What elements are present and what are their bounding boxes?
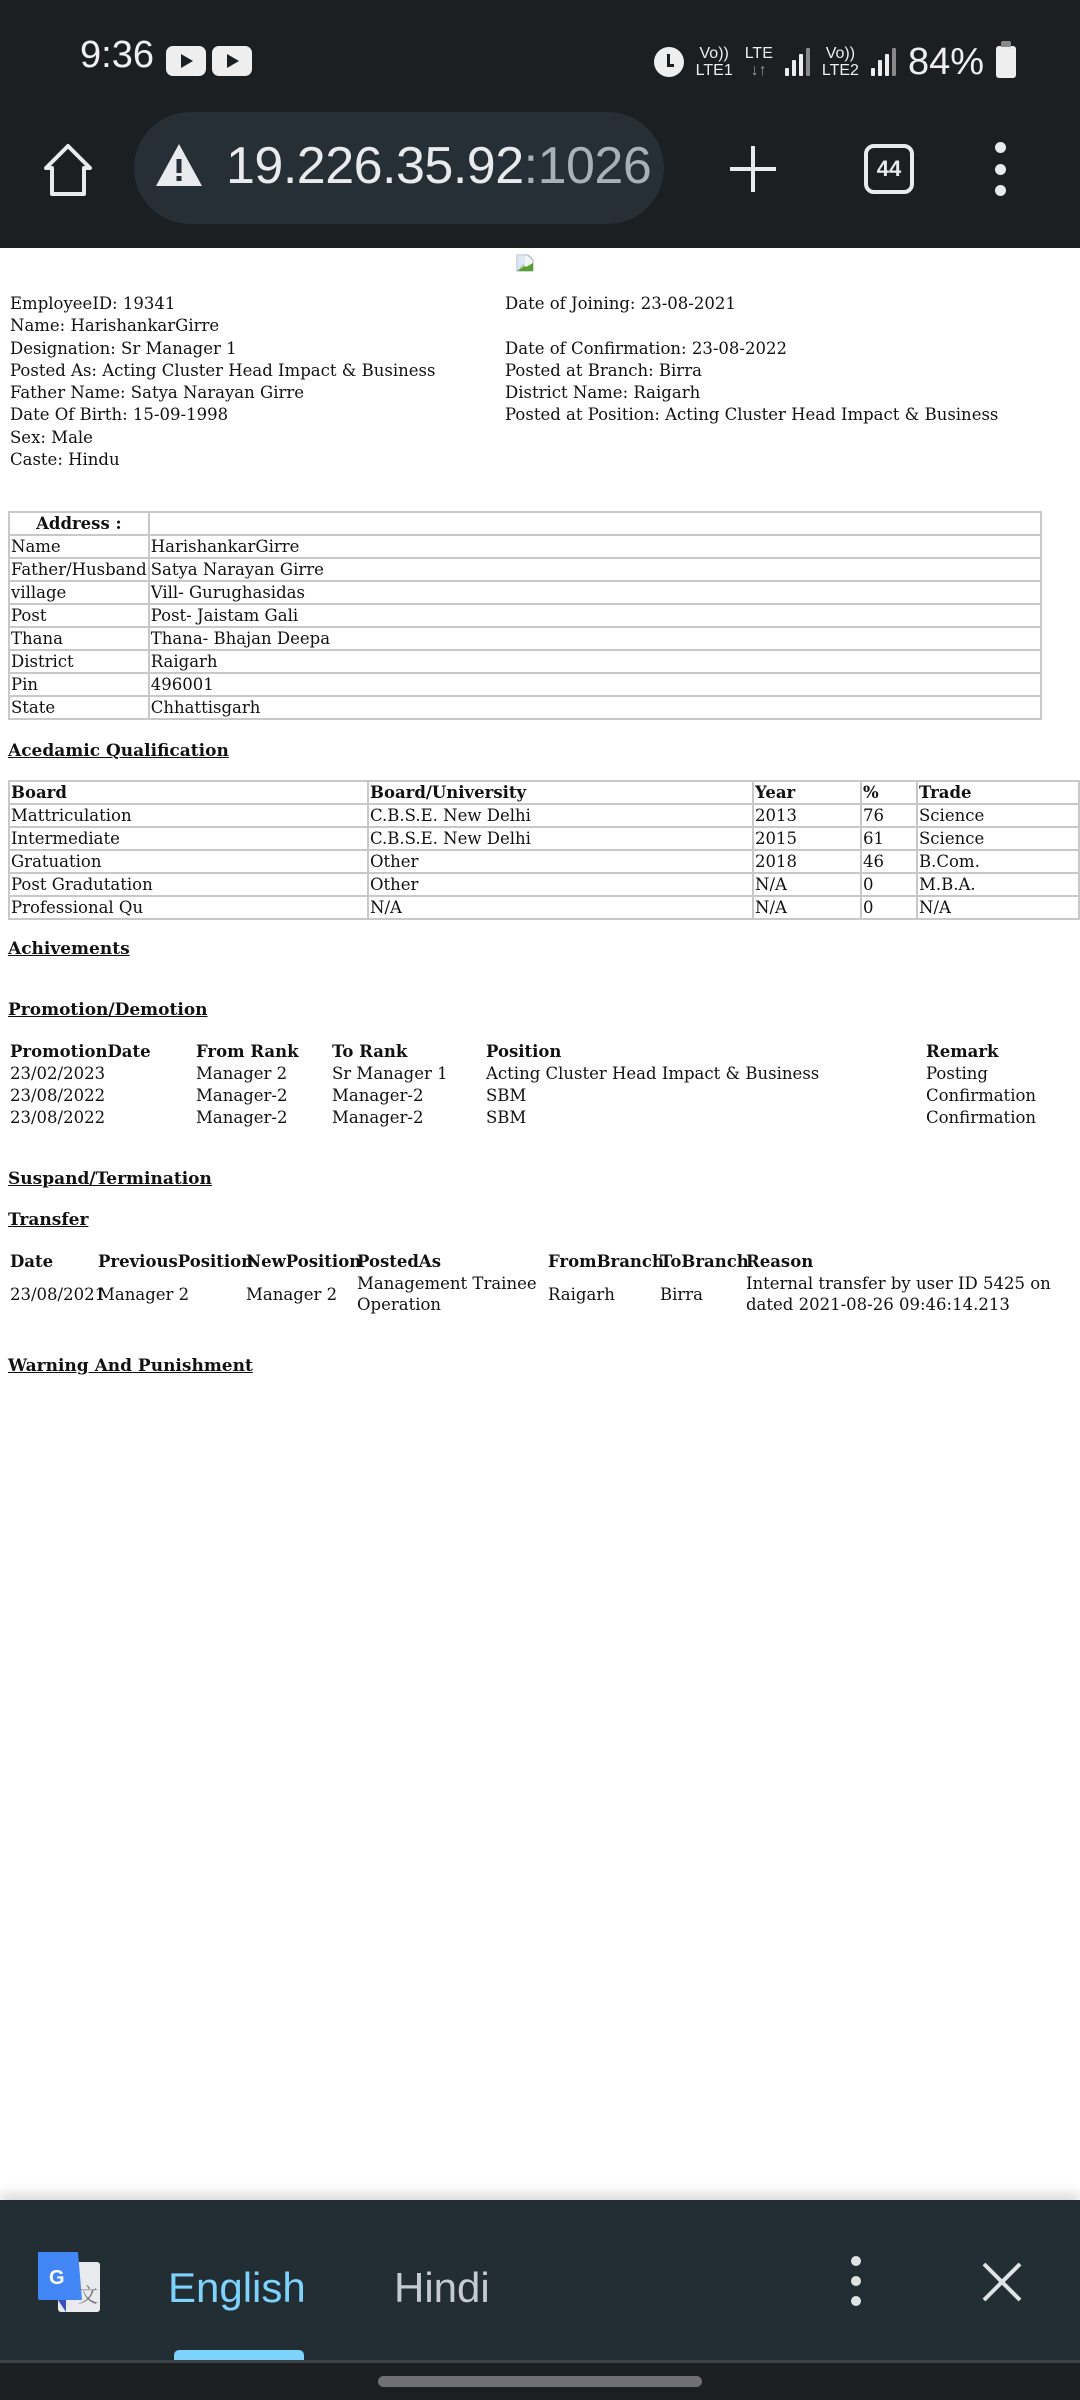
- col-header: ToBranch: [660, 1252, 749, 1271]
- warning-heading: Warning And Punishment: [8, 1356, 253, 1376]
- col-header: FromBranch: [548, 1252, 664, 1271]
- from-rank: Manager-2: [196, 1086, 288, 1105]
- table-row: [9, 650, 1041, 673]
- cell: N/A: [753, 896, 861, 919]
- address-header: Address :: [9, 512, 149, 535]
- new-tab-button[interactable]: [730, 146, 776, 192]
- cell: B.Com.: [917, 850, 1079, 873]
- cell: N/A: [368, 896, 753, 919]
- col-header: Date: [10, 1252, 54, 1271]
- cell: 0: [861, 873, 917, 896]
- from-rank: Manager 2: [196, 1064, 288, 1083]
- to-rank: Manager-2: [332, 1108, 424, 1127]
- url-text[interactable]: [226, 136, 651, 196]
- cell: Professional Qu: [9, 896, 368, 919]
- address-value: Post- Jaistam Gali: [149, 604, 1041, 627]
- table-row: [9, 696, 1041, 719]
- district-name: District Name: Raigarh: [505, 383, 701, 403]
- volte-sim1-icon: [696, 45, 733, 79]
- cell: Other: [368, 873, 753, 896]
- cell: M.B.A.: [917, 873, 1079, 896]
- table-row: [9, 627, 1041, 650]
- translate-bar: [0, 2200, 1080, 2360]
- transfer-heading: Transfer: [8, 1210, 89, 1230]
- transfer-date: 23/08/2021: [10, 1285, 106, 1304]
- gesture-handle[interactable]: [378, 2376, 702, 2387]
- to-rank: Manager-2: [332, 1086, 424, 1105]
- col-header: PreviousPosition: [98, 1252, 254, 1271]
- cell: Other: [368, 850, 753, 873]
- table-row: [9, 581, 1041, 604]
- alarm-icon: [654, 47, 684, 77]
- col-header: Board/University: [368, 781, 753, 804]
- status-icons: [654, 40, 1016, 84]
- table-row: [9, 873, 1079, 896]
- employee-caste: Caste: Hindu: [10, 450, 120, 470]
- system-nav-bar: [0, 2360, 1080, 2400]
- volte-label: Vo)): [825, 45, 856, 62]
- status-time: 9:36: [80, 34, 154, 76]
- to-branch: Birra: [660, 1285, 704, 1304]
- svg-text:文: 文: [78, 2285, 98, 2307]
- address-value: Chhattisgarh: [149, 696, 1041, 719]
- lte-data-icon: [745, 45, 773, 79]
- lte1-label: LTE1: [695, 62, 733, 79]
- table-row: [9, 604, 1041, 627]
- cell: 2018: [753, 850, 861, 873]
- cell: 46: [861, 850, 917, 873]
- promotion-date: 23/08/2022: [10, 1086, 106, 1105]
- address-header-blank: [149, 512, 1041, 535]
- cell: C.B.S.E. New Delhi: [368, 827, 753, 850]
- transfer-reason: dated 2021-08-26 09:46:14.213: [746, 1295, 1010, 1314]
- broken-image-icon: [516, 254, 534, 272]
- date-of-confirmation: Date of Confirmation: 23-08-2022: [505, 338, 787, 358]
- cell: Post Gradutation: [9, 873, 368, 896]
- close-icon[interactable]: [980, 2260, 1024, 2304]
- achievements-heading: Achivements: [8, 939, 130, 959]
- employee-father-name: Father Name: Satya Narayan Girre: [10, 383, 305, 403]
- address-value: Raigarh: [149, 650, 1041, 673]
- col-header: Remark: [926, 1042, 999, 1061]
- address-key: District: [9, 650, 149, 673]
- battery-icon: [996, 46, 1016, 78]
- posted-at-branch: Posted at Branch: Birra: [505, 360, 702, 380]
- employee-posted-as: Posted As: Acting Cluster Head Impact & Business: [10, 360, 436, 380]
- to-rank: Sr Manager 1: [332, 1064, 448, 1083]
- svg-text:G: G: [49, 2267, 65, 2289]
- col-header: PromotionDate: [10, 1042, 151, 1061]
- address-value: Thana- Bhajan Deepa: [149, 627, 1041, 650]
- blank-line: [505, 315, 998, 337]
- signal-sim1-icon: [785, 48, 810, 76]
- col-header: %: [861, 781, 917, 804]
- address-key: Pin: [9, 673, 149, 696]
- cell: Gratuation: [9, 850, 368, 873]
- table-row: [9, 673, 1041, 696]
- url-port: :1026: [523, 137, 652, 195]
- address-value: HarishankarGirre: [149, 535, 1041, 558]
- home-icon: [38, 140, 98, 200]
- table-row: [9, 558, 1041, 581]
- col-header: PostedAs: [357, 1252, 442, 1271]
- col-header: Trade: [917, 781, 1079, 804]
- employee-id: EmployeeID: 19341: [10, 294, 176, 313]
- col-header: Board: [9, 781, 368, 804]
- previous-position: Manager 2: [98, 1285, 190, 1304]
- date-of-joining: Date of Joining: 23-08-2021: [505, 294, 736, 313]
- cell: Science: [917, 804, 1079, 827]
- tab-hindi[interactable]: Hindi: [394, 2264, 490, 2311]
- volte-sim2-icon: [822, 45, 859, 79]
- address-value: Vill- Gurughasidas: [149, 581, 1041, 604]
- col-header: Year: [753, 781, 861, 804]
- posted-at-position: Posted at Position: Acting Cluster Head Impact & Business: [505, 405, 999, 425]
- volte-label: Vo)): [699, 45, 729, 62]
- address-key: village: [9, 581, 149, 604]
- address-key: Post: [9, 604, 149, 627]
- table-row: [9, 850, 1079, 873]
- employee-designation: Designation: Sr Manager 1: [10, 338, 237, 358]
- from-branch: Raigarh: [548, 1285, 615, 1304]
- col-header: NewPosition: [246, 1252, 362, 1271]
- address-key: Name: [9, 535, 149, 558]
- promotion-date: 23/08/2022: [10, 1108, 106, 1127]
- col-header: Reason: [746, 1252, 814, 1271]
- suspend-heading: Suspand/Termination: [8, 1169, 212, 1189]
- address-key: Father/Husband: [9, 558, 149, 581]
- employee-info-left: [10, 293, 435, 471]
- cell: 2013: [753, 804, 861, 827]
- signal-sim2-icon: [871, 48, 896, 76]
- cell: Mattriculation: [9, 804, 368, 827]
- remark: Confirmation: [926, 1086, 1037, 1105]
- employee-sex: Sex: Male: [10, 427, 93, 447]
- browser-menu-button[interactable]: [990, 142, 1010, 196]
- lte2-label: LTE2: [821, 62, 859, 79]
- cell: 61: [861, 827, 917, 850]
- address-key: State: [9, 696, 149, 719]
- remark: Posting: [926, 1064, 988, 1083]
- youtube-icon: [212, 46, 252, 76]
- position: SBM: [486, 1108, 527, 1127]
- posted-as: Management Trainee: [357, 1274, 537, 1293]
- col-header: To Rank: [332, 1042, 408, 1061]
- tab-switcher-button[interactable]: 44: [864, 144, 914, 194]
- cell: 76: [861, 804, 917, 827]
- selected-tab-indicator: [174, 2350, 304, 2360]
- google-translate-icon[interactable]: [36, 2250, 102, 2314]
- new-position: Manager 2: [246, 1285, 338, 1304]
- transfer-reason: Internal transfer by user ID 5425 on: [746, 1274, 1051, 1293]
- address-header-row: [9, 512, 1041, 535]
- cell: 0: [861, 896, 917, 919]
- cell: Science: [917, 827, 1079, 850]
- employee-dob: Date Of Birth: 15-09-1998: [10, 405, 229, 425]
- address-table: [8, 511, 1042, 720]
- cell: N/A: [753, 873, 861, 896]
- page-content: [0, 248, 1080, 2200]
- cell: Intermediate: [9, 827, 368, 850]
- table-row: [9, 804, 1079, 827]
- cell: C.B.S.E. New Delhi: [368, 804, 753, 827]
- address-value: Satya Narayan Girre: [149, 558, 1041, 581]
- table-row: [9, 896, 1079, 919]
- cell: 2015: [753, 827, 861, 850]
- browser-toolbar: [0, 110, 1080, 246]
- data-arrows: ↓↑: [750, 62, 767, 79]
- col-header: Position: [486, 1042, 562, 1061]
- warning-triangle-icon[interactable]: [154, 142, 204, 188]
- url-host: 19.226.35.92: [226, 137, 524, 195]
- position: Acting Cluster Head Impact & Business: [486, 1064, 820, 1083]
- academic-heading: Acedamic Qualification: [8, 741, 229, 761]
- promotion-heading: Promotion/Demotion: [8, 1000, 208, 1020]
- col-header: From Rank: [196, 1042, 299, 1061]
- from-rank: Manager-2: [196, 1108, 288, 1127]
- employee-info-right: [505, 293, 998, 427]
- translate-menu-button[interactable]: [848, 2256, 864, 2306]
- lte-label: LTE: [744, 45, 773, 62]
- remark: Confirmation: [926, 1108, 1037, 1127]
- employee-name: Name: HarishankarGirre: [10, 316, 220, 336]
- address-bar[interactable]: [134, 112, 664, 224]
- academic-table: [8, 780, 1080, 920]
- home-button[interactable]: [38, 140, 98, 200]
- promotion-date: 23/02/2023: [10, 1064, 106, 1083]
- table-row: [9, 535, 1041, 558]
- address-value: 496001: [149, 673, 1041, 696]
- posted-as: Operation: [357, 1295, 442, 1314]
- cell: N/A: [917, 896, 1079, 919]
- table-row: [9, 827, 1079, 850]
- youtube-icon: [166, 46, 206, 76]
- address-key: Thana: [9, 627, 149, 650]
- academic-header-row: [9, 781, 1079, 804]
- status-bar: [0, 0, 1080, 110]
- position: SBM: [486, 1086, 527, 1105]
- tab-english[interactable]: English: [168, 2264, 306, 2311]
- battery-percent: 84%: [907, 40, 984, 83]
